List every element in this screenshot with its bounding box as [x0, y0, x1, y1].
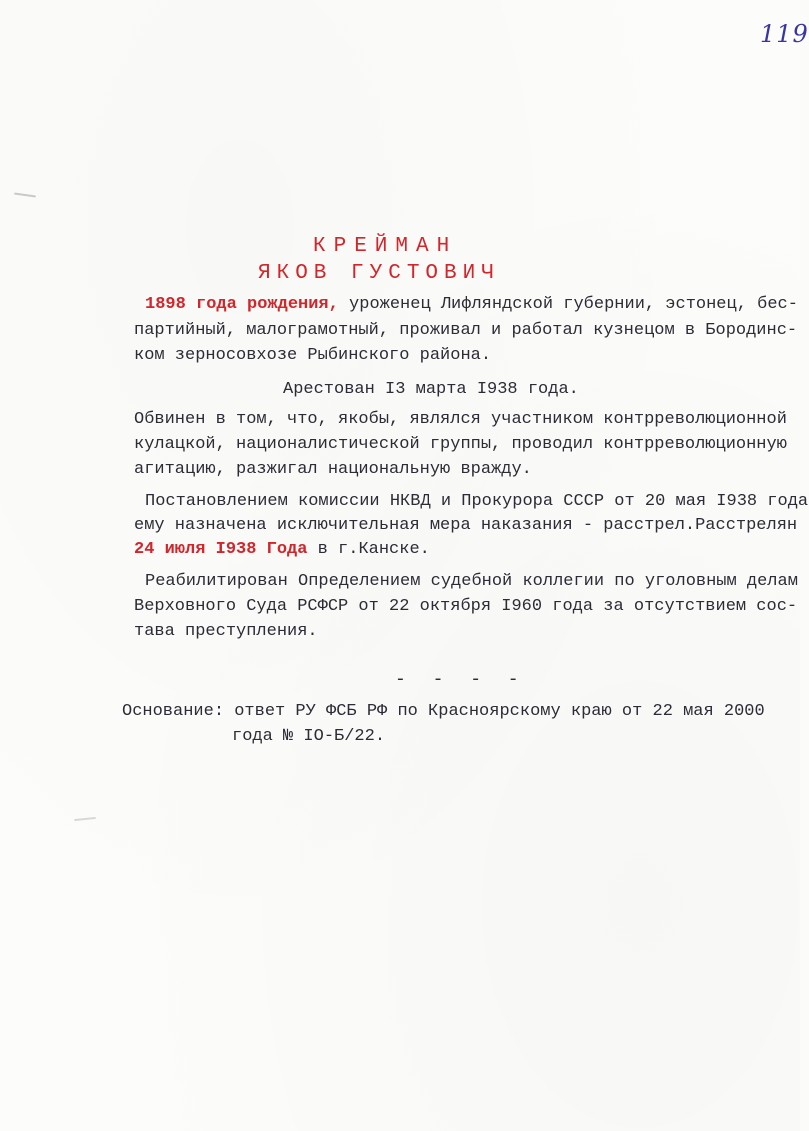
accusation-line-2: кулацкой, националистической группы, проводил контрреволюционную: [134, 435, 787, 454]
sentence-line-3-rest: в г.Канске.: [307, 540, 430, 559]
rehabilitation-line-3: тава преступления.: [134, 622, 318, 641]
rehabilitation-line-2: Верховного Суда РСФСР от 22 октября I960 года за отсутствием сос-: [134, 597, 798, 616]
arrest-text: Арестован I3 марта I938 года.: [283, 380, 579, 399]
paper-mark: [14, 192, 36, 197]
bio-line-3: ком зерносовхозе Рыбинского района.: [134, 346, 492, 365]
page-number: 119: [760, 20, 809, 48]
accusation-line-3: агитацию, разжигал национальную вражду.: [134, 460, 532, 479]
bio-line-1-rest: уроженец Лифляндской губернии, эстонец, бес-: [338, 295, 798, 314]
execution-date-text: 24 июля I938 Года: [134, 540, 308, 559]
section-divider: - - - -: [395, 670, 527, 690]
sentence-line-3: [134, 540, 430, 559]
birth-year-text: 1898 года рождения,: [145, 295, 339, 314]
basis-line-2: года № IO-Б/22.: [232, 727, 386, 746]
basis-line-1: Основание: ответ РУ ФСБ РФ по Красноярскому краю от 22 мая 2000: [122, 702, 765, 721]
person-name: ЯКОВ ГУСТОВИЧ: [258, 262, 500, 285]
bio-line-2: партийный, малограмотный, проживал и работал кузнецом в Бородинс-: [134, 321, 798, 340]
paper-mark: [74, 817, 96, 821]
person-surname: КРЕЙМАН: [313, 235, 458, 258]
sentence-line-2: ему назначена исключительная мера наказания - расстрел.Расстрелян: [134, 516, 798, 535]
sentence-line-1: Постановлением комиссии НКВД и Прокурора СССР от 20 мая I938 года: [145, 492, 809, 511]
rehabilitation-line-1: Реабилитирован Определением судебной коллегии по уголовным делам: [145, 572, 798, 591]
bio-line-1: [145, 295, 798, 314]
accusation-line-1: Обвинен в том, что, якобы, являлся участником контрреволюционной: [134, 410, 787, 429]
